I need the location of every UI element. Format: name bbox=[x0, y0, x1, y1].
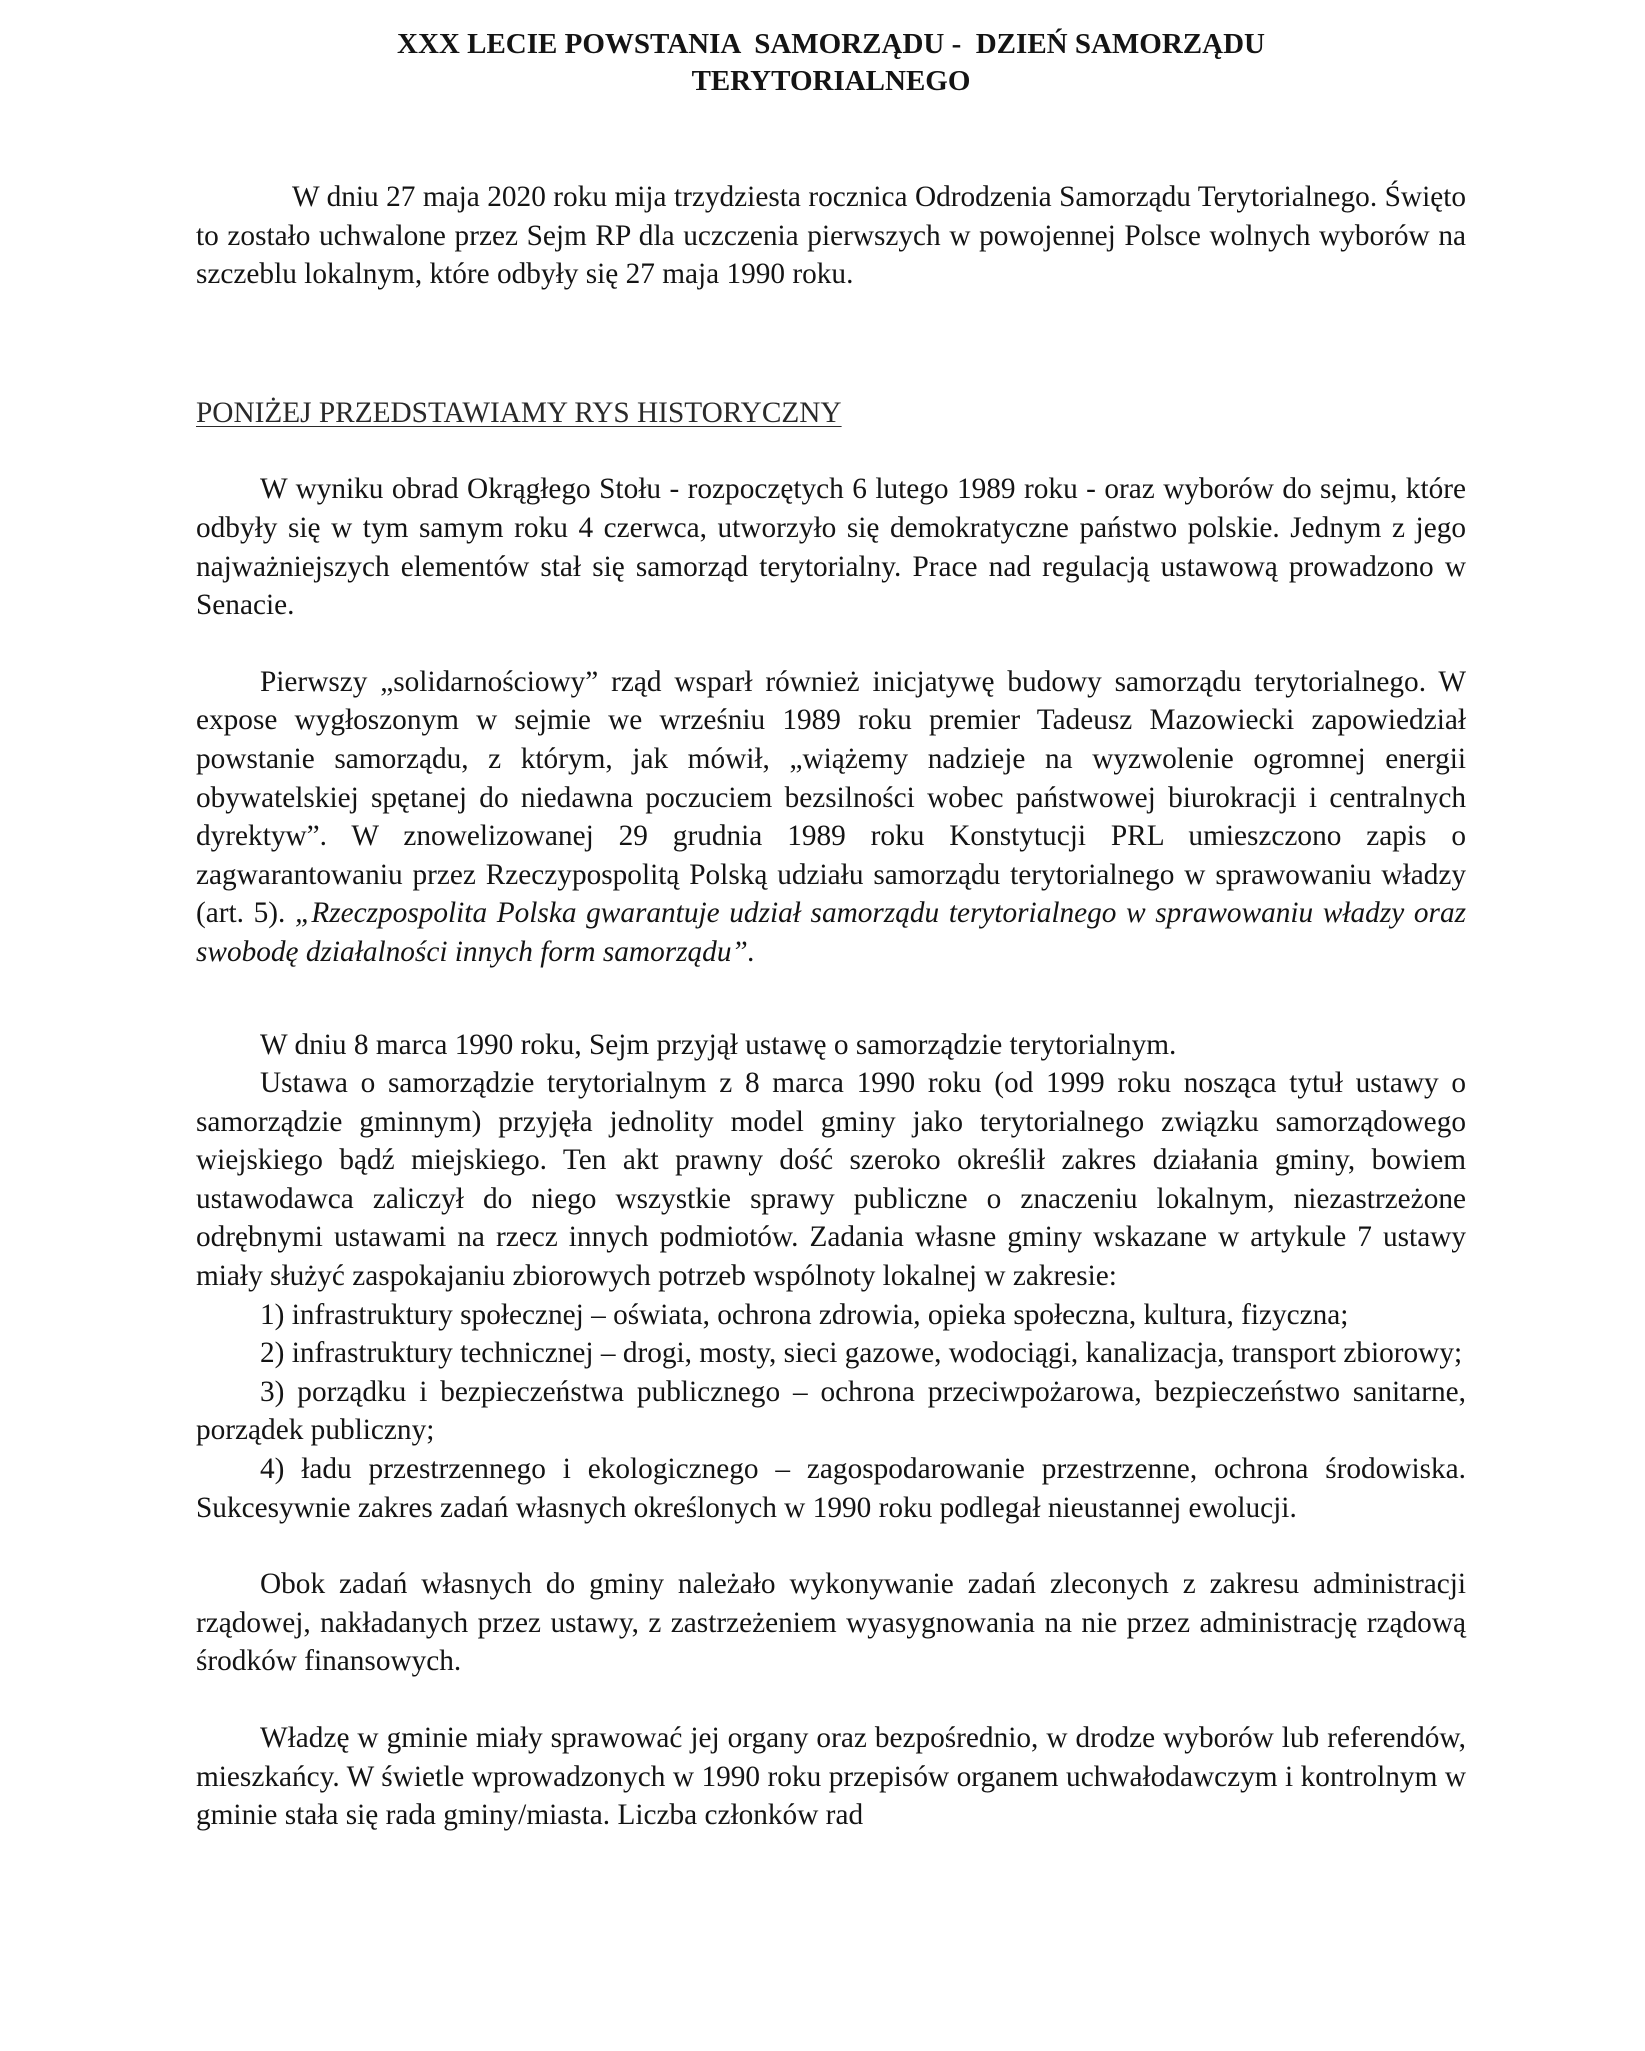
paragraph-ustawa: Ustawa o samorządzie terytorialnym z 8 marca 1990 roku (od 1999 roku nosząca tytuł ustawy o samorządzie gminnym) przyjęła jednolity model gminy jako terytorialnego związku samorządowego wiejskiego bądź miejskiego. Ten akt prawny dość szeroko określił zakres działania gminy, bowiem ustawodawca zaliczył do niego wszystkie sprawy publiczne o znaczeniu lokalnym, niezastrzeżone odrębnymi ustawami na rzecz innych podmiotów. Zadania własne gminy wskazane w artykule 7 ustawy miały służyć zaspokajaniu zbiorowych potrzeb wspólnoty lokalnej w zakresie: bbox=[196, 1067, 1466, 1293]
list-item-1: 1) infrastruktury społecznej – oświata, ochrona zdrowia, opieka społeczna, kultura, fizyczna; bbox=[260, 1298, 1349, 1331]
constitution-quote: „Rzeczpospolita Polska gwarantuje udział samorządu terytorialnego w sprawowaniu władzy oraz swobodę działalności innych form samorządu”. bbox=[196, 897, 1466, 968]
paragraph-okragly-stol: W wyniku obrad Okrągłego Stołu - rozpoczętych 6 lutego 1989 roku - oraz wyborów do sejmu, które odbyły się w tym samym roku 4 czerwca, utworzyło się demokratyczne państwo polskie. Jednym z jego najważniejszych elementów stał się samorząd terytorialny. Prace nad regulacją ustawową prowadzono w Senacie. bbox=[196, 473, 1466, 622]
intro-paragraph: W dniu 27 maja 2020 roku mija trzydziesta rocznica Odrodzenia Samorządu Terytorialnego. Święto to zostało uchwalone przez Sejm RP dla uczczenia pierwszych w powojennej Polsce wolnych wyborów na szczeblu lokalnym, które odbyły się 27 maja 1990 roku. bbox=[196, 181, 1466, 291]
section-heading: PONIŻEJ PRZEDSTAWIAMY RYS HISTORYCZNY bbox=[196, 396, 842, 429]
document-title bbox=[196, 26, 1466, 100]
document-body bbox=[196, 178, 1466, 1835]
list-item-2: 2) infrastruktury technicznej – drogi, mosty, sieci gazowe, wodociągi, kanalizacja, transport zbiorowy; bbox=[260, 1337, 1463, 1370]
list-item-4: 4) ładu przestrzennego i ekologicznego – zagospodarowanie przestrzenne, ochrona środowiska. Sukcesywnie zakres zadań własnych określonych w 1990 roku podlegał nieustannej ewolucji. bbox=[196, 1453, 1466, 1524]
paragraph-8-marca: W dniu 8 marca 1990 roku, Sejm przyjął ustawę o samorządzie terytorialnym. bbox=[260, 1028, 1177, 1061]
paragraph-pierwszy-rzad bbox=[196, 663, 1466, 972]
title-line-2: TERYTORIALNEGO bbox=[691, 65, 971, 97]
paragraph-zadania-zlecone: Obok zadań własnych do gminy należało wykonywanie zadań zleconych z zakresu administracji rządowej, nakładanych przez ustawy, z zastrzeżeniem wyasygnowania na nie przez administrację rządową środków finansowych. bbox=[196, 1568, 1466, 1678]
paragraph-wladza-w-gminie: Władzę w gminie miały sprawować jej organy oraz bezpośrednio, w drodze wyborów lub referendów, mieszkańcy. W świetle wprowadzonych w 1990 roku przepisów organem uchwałodawczym i kontrolnym w gminie stała się rada gminy/miasta. Liczba członków rad bbox=[196, 1722, 1466, 1832]
paragraph-pierwszy-rzad-text: Pierwszy „solidarnościowy” rząd wsparł również inicjatywę budowy samorządu terytorialnego. W expose wygłoszonym w sejmie we wrześniu 1989 roku premier Tadeusz Mazowiecki zapowiedział powstanie samorządu, z którym, jak mówił, „wiążemy nadzieje na wyzwolenie ogromnej energii obywatelskiej spętanej do niedawna poczuciem bezsilności wobec państwowej biurokracji i centralnych dyrektyw”. W znowelizowanej 29 grudnia 1989 roku Konstytucji PRL umieszczono zapis o zagwarantowaniu przez Rzeczypospolitą Polską udziału samorządu terytorialnego w sprawowaniu władzy (art. 5). bbox=[196, 665, 1466, 930]
list-item-3: 3) porządku i bezpieczeństwa publicznego – ochrona przeciwpożarowa, bezpieczeństwo sanitarne, porządek publiczny; bbox=[196, 1375, 1466, 1447]
title-line-1: XXX LECIE POWSTANIA SAMORZĄDU - DZIEŃ SAMORZĄDU bbox=[397, 28, 1265, 60]
